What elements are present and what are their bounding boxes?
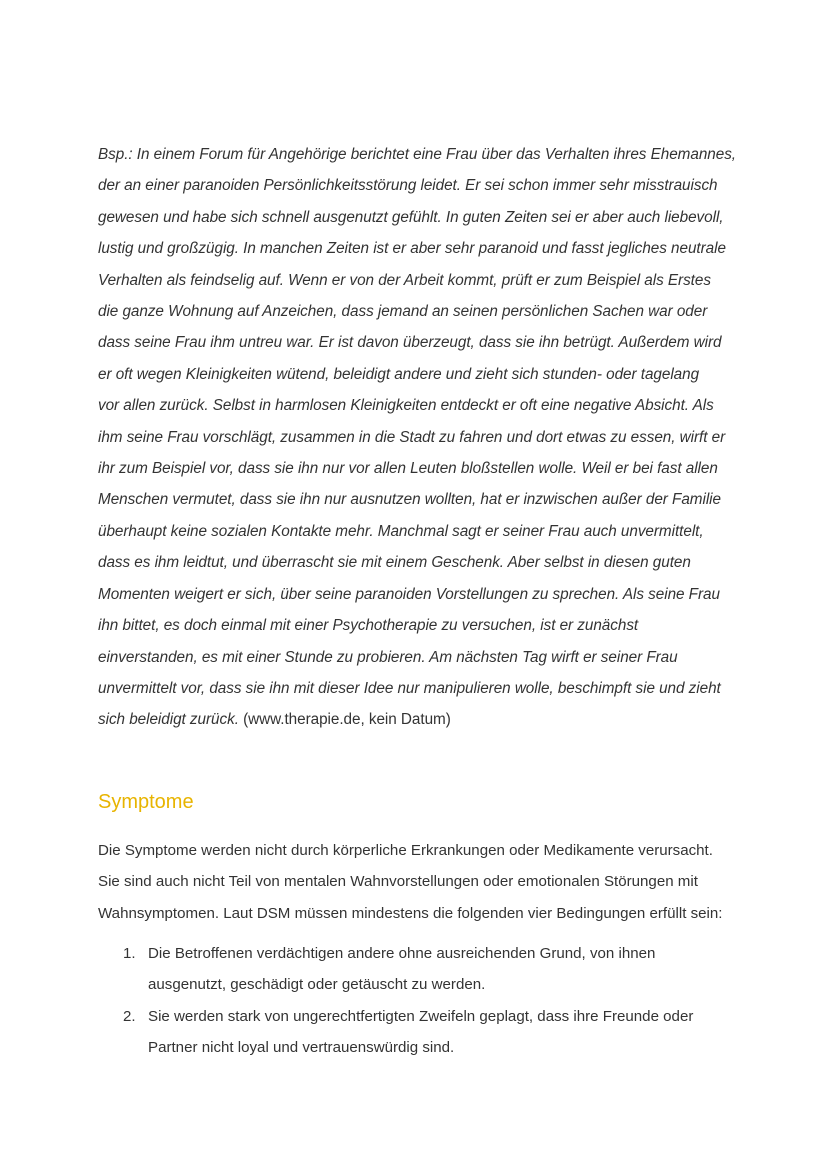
example-last-line-italic: sich beleidigt zurück. bbox=[98, 711, 239, 729]
symptoms-intro-paragraph bbox=[98, 835, 738, 929]
example-line: überhaupt keine sozialen Kontakte mehr. Manchmal sagt er seiner Frau auch unvermittelt, bbox=[98, 522, 704, 540]
intro-line: Wahnsymptomen. Laut DSM müssen mindestens die folgenden vier Bedingungen erfüllt sein: bbox=[98, 904, 723, 922]
example-line: dass es ihm leidtut, und überrascht sie mit einem Geschenk. Aber selbst in diesen guten bbox=[98, 554, 691, 572]
example-line: er oft wegen Kleinigkeiten wütend, beleidigt andere und zieht sich stunden- oder tagelang bbox=[98, 365, 700, 383]
intro-line: Sie sind auch nicht Teil von mentalen Wahnvorstellungen oder emotionalen Störungen mit bbox=[98, 873, 698, 891]
example-line: Verhalten als feindselig auf. Wenn er von der Arbeit kommt, prüft er zum Beispiel als Erstes bbox=[98, 271, 711, 289]
example-line: ihr zum Beispiel vor, dass sie ihn nur vor allen Leuten bloßstellen wolle. Weil er bei fast allen bbox=[98, 460, 718, 478]
example-line: dass seine Frau ihm untreu war. Er ist davon überzeugt, dass sie ihn betrügt. Außerdem wird bbox=[98, 334, 722, 352]
example-line: Bsp.: In einem Forum für Angehörige berichtet eine Frau über das Verhalten ihres Ehemannes, bbox=[98, 146, 736, 163]
list-item-text: Die Betroffenen verdächtigen andere ohne ausreichenden Grund, von ihnen bbox=[148, 945, 656, 962]
example-line: lustig und großzügig. In manchen Zeiten ist er aber sehr paranoid und fasst jegliches neutrale bbox=[98, 240, 726, 258]
example-line: Menschen vermutet, dass sie ihn nur ausnutzen wollten, hat er inzwischen außer der Familie bbox=[98, 491, 721, 509]
example-source: (www.therapie.de, kein Datum) bbox=[238, 711, 451, 729]
example-line: unvermittelt vor, dass sie ihn mit dieser Idee nur manipulieren wolle, beschimpft sie und zieht bbox=[98, 679, 721, 697]
list-item-number: 1. bbox=[123, 945, 136, 962]
example-line: gewesen und habe sich schnell ausgenutzt gefühlt. In guten Zeiten sei er aber auch liebevoll, bbox=[98, 208, 724, 226]
example-line: vor allen zurück. Selbst in harmlosen Kleinigkeiten entdeckt er oft eine negative Absicht. Als bbox=[98, 397, 714, 415]
list-item-number: 2. bbox=[123, 1007, 136, 1025]
example-paragraph bbox=[98, 139, 738, 736]
example-line: ihn bittet, es doch einmal mit einer Psychotherapie zu versuchen, ist er zunächst bbox=[98, 617, 639, 635]
example-line: einverstanden, es mit einer Stunde zu probieren. Am nächsten Tag wirft er seiner Frau bbox=[98, 648, 678, 666]
list-item-text: ausgenutzt, geschädigt oder getäuscht zu werden. bbox=[148, 976, 486, 994]
example-last-line bbox=[98, 704, 738, 735]
list-item-text: Partner nicht loyal und vertrauenswürdig sind. bbox=[148, 1039, 455, 1057]
example-line: der an einer paranoiden Persönlichkeitsstörung leidet. Er sei schon immer sehr misstrauisch bbox=[98, 177, 718, 195]
section-heading-symptome: Symptome bbox=[98, 791, 194, 813]
list-item bbox=[98, 938, 738, 1001]
example-line: ihm seine Frau vorschlägt, zusammen in die Stadt zu fahren und dort etwas zu essen, wirft er bbox=[98, 428, 726, 446]
list-item-text: Sie werden stark von ungerechtfertigten Zweifeln geplagt, dass ihre Freunde oder bbox=[148, 1007, 694, 1025]
symptom-list bbox=[98, 938, 738, 1064]
intro-line: Die Symptome werden nicht durch körperliche Erkrankungen oder Medikamente verursacht. bbox=[98, 842, 713, 859]
example-line: die ganze Wohnung auf Anzeichen, dass jemand an seinen persönlichen Sachen war oder bbox=[98, 303, 708, 321]
list-item bbox=[98, 1001, 738, 1064]
example-line: Momenten weigert er sich, über seine paranoiden Vorstellungen zu sprechen. Als seine Frau bbox=[98, 585, 720, 603]
